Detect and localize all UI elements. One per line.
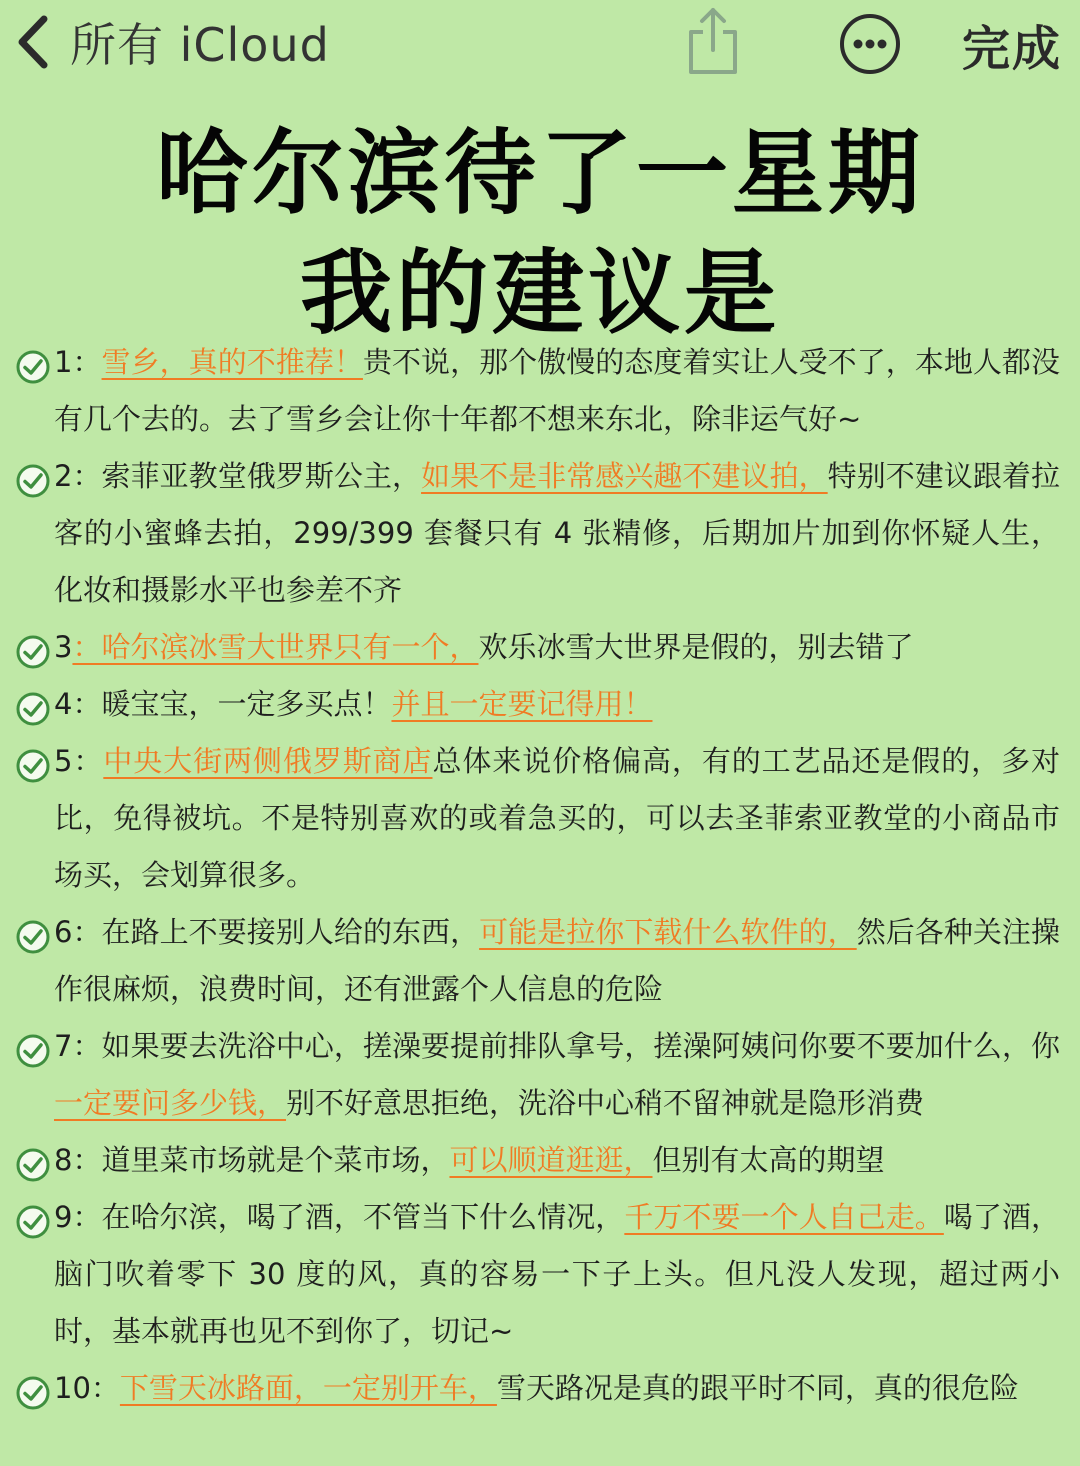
tip-number: 4：	[54, 687, 102, 721]
back-label: 所有 iCloud	[70, 18, 330, 72]
tip-number: 2：	[54, 459, 102, 493]
tip-highlight: 可以顺道逛逛，	[449, 1143, 653, 1177]
tip-number: 1：	[54, 345, 102, 379]
tip-item	[16, 1360, 1060, 1417]
tip-item	[16, 619, 1060, 676]
tip-item	[16, 334, 1060, 448]
tip-item	[16, 733, 1060, 904]
tip-number: 6：	[54, 915, 102, 949]
tip-highlight: 可能是拉你下载什么软件的，	[479, 915, 857, 949]
tip-text: 总体来说价格偏高，有的工艺品还是假的，多对比，免得被坑。不是特别喜欢的或着急买的，可以去圣菲索亚教堂的小商品市场买，会划算很多。	[54, 744, 1060, 892]
checkmark-circle-icon	[16, 745, 50, 779]
tip-text: 在路上不要接别人给的东西，	[101, 915, 480, 949]
tip-highlight: 千万不要一个人自己走。	[624, 1200, 944, 1234]
tip-text: 索菲亚教堂俄罗斯公主，	[101, 459, 422, 493]
tip-highlight: 中央大街两侧俄罗斯商店	[103, 744, 433, 778]
checkmark-circle-icon	[16, 1201, 50, 1235]
tip-text: 特别不建议跟着拉客的小蜜蜂去拍，299/399 套餐只有 4 张精修，后期加片加到你怀疑人生，化妆和摄影水平也参差不齐	[54, 459, 1060, 607]
tip-item	[16, 1189, 1060, 1360]
checkmark-circle-icon	[16, 1030, 50, 1064]
chevron-left-icon	[14, 13, 50, 71]
tip-number: 10：	[54, 1371, 120, 1405]
tip-text: 喝了酒，脑门吹着零下 30 度的风，真的容易一下子上头。但凡没人发现，超过两小时，基本就再也见不到你了，切记~	[54, 1200, 1060, 1348]
tip-text: 欢乐冰雪大世界是假的，别去错了	[478, 630, 914, 664]
share-icon	[684, 6, 742, 76]
tip-item	[16, 1018, 1060, 1132]
tip-highlight: 下雪天冰路面，一定别开车，	[119, 1371, 497, 1405]
tip-text: 道里菜市场就是个菜市场，	[101, 1143, 450, 1177]
tip-text: 暖宝宝，一定多买点！	[101, 687, 392, 721]
tip-number: 8：	[54, 1143, 102, 1177]
tip-number: 3	[54, 630, 73, 664]
more-icon	[838, 12, 902, 76]
tip-text: 但别有太高的期望	[652, 1143, 885, 1177]
tips-list	[16, 334, 1060, 1417]
note-toolbar	[0, 0, 1080, 90]
tip-highlight: 并且一定要记得用！	[391, 687, 653, 721]
checkmark-circle-icon	[16, 1144, 50, 1178]
more-button[interactable]	[838, 12, 902, 80]
back-button[interactable]	[14, 12, 330, 72]
tip-text: 雪天路况是真的跟平时不同，真的很危险	[496, 1371, 1019, 1405]
checkmark-circle-icon	[16, 1372, 50, 1406]
tip-text: 别不好意思拒绝，洗浴中心稍不留神就是隐形消费	[286, 1086, 925, 1120]
share-button[interactable]	[684, 6, 742, 80]
tip-text: 贵不说，那个傲慢的态度着实让人受不了，本地人都没有几个去的。去了雪乡会让你十年都不想来东北，除非运气好~	[54, 345, 1060, 436]
checkmark-circle-icon	[16, 688, 50, 722]
tip-highlight: 如果不是非常感兴趣不建议拍，	[421, 459, 828, 493]
checkmark-circle-icon	[16, 916, 50, 950]
tip-item	[16, 448, 1060, 619]
tip-highlight: 雪乡，真的不推荐！	[101, 345, 363, 379]
tip-item	[16, 1132, 1060, 1189]
tip-text: 在哈尔滨，喝了酒，不管当下什么情况，	[101, 1200, 625, 1234]
checkmark-circle-icon	[16, 346, 50, 380]
tip-number: 7：	[54, 1029, 102, 1063]
tip-text: 如果要去洗浴中心，搓澡要提前排队拿号，搓澡阿姨问你要不要加什么，你	[101, 1029, 1060, 1063]
tip-number: 9：	[54, 1200, 102, 1234]
title-line-1: 哈尔滨待了一星期	[155, 120, 924, 227]
tip-item	[16, 676, 1060, 733]
checkmark-circle-icon	[16, 460, 50, 494]
checkmark-circle-icon	[16, 631, 50, 665]
done-button[interactable]: 完成	[962, 21, 1063, 77]
tip-item	[16, 904, 1060, 1018]
tip-highlight: ：哈尔滨冰雪大世界只有一个，	[72, 630, 479, 664]
tip-text: 然后各种关注操作很麻烦，浪费时间，还有泄露个人信息的危险	[54, 915, 1060, 1006]
tip-number: 5：	[54, 744, 104, 778]
tip-highlight: 一定要问多少钱，	[54, 1086, 287, 1120]
title-line-2: 我的建议是	[299, 240, 780, 347]
